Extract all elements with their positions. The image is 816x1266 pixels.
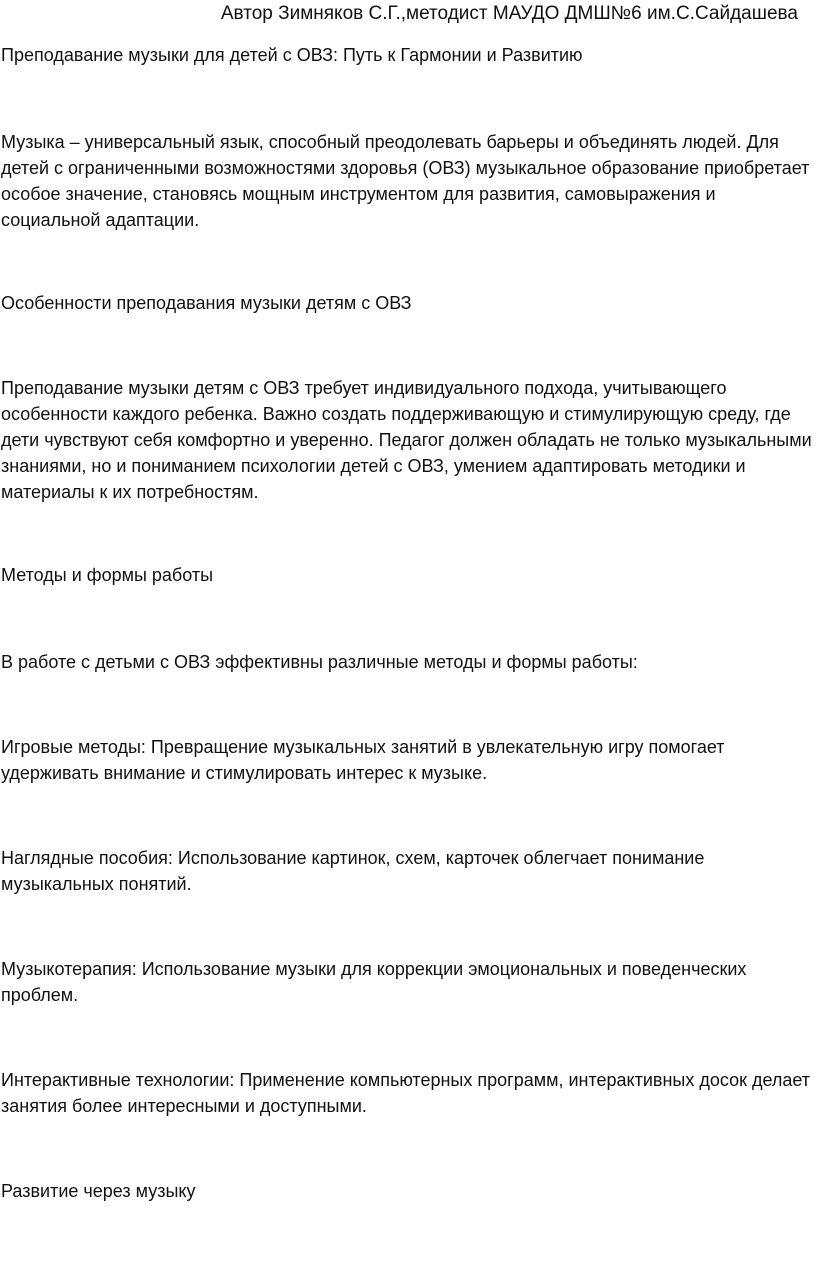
method-therapy-paragraph: Музыкотерапия: Использование музыки для коррекции эмоциональных и поведенческих проблем. (1, 959, 747, 1005)
section-heading-features: Особенности преподавания музыки детям с ОВЗ (1, 293, 412, 313)
method-games-paragraph: Игровые методы: Превращение музыкальных занятий в увлекательную игру помогает удерживать внимание и стимулировать интерес к музыке. (1, 737, 725, 783)
author-header: Автор Зимняков С.Г.,методист МАУДО ДМШ№6 им.С.Сайдашева (220, 3, 798, 24)
section-heading-development: Развитие через музыку (1, 1181, 196, 1201)
features-paragraph: Преподавание музыки детям с ОВЗ требует индивидуального подхода, учитывающего особенности каждого ребенка. Важно создать поддерживающую и стимулирующую среду, где дети чувствуют себя комфортно и уверенно. Педагог должен обладать не только музыкальными знаниями, но и пониманием психологии детей с ОВЗ, умением адаптировать методики и материалы к их потребностям. (1, 378, 812, 502)
methods-intro-paragraph: В работе с детьми с ОВЗ эффективны различные методы и формы работы: (1, 652, 638, 672)
document-title: Преподавание музыки для детей с ОВЗ: Путь к Гармонии и Развитию (1, 45, 583, 65)
method-interactive-paragraph: Интерактивные технологии: Применение компьютерных программ, интерактивных досок делает занятия более интересными и доступными. (1, 1070, 811, 1116)
section-heading-methods: Методы и формы работы (1, 565, 214, 585)
intro-paragraph: Музыка – универсальный язык, способный преодолевать барьеры и объединять людей. Для детей с ограниченными возможностями здоровья (ОВЗ) музыкальное образование приобретает особое значение, становясь мощным инструментом для развития, самовыражения и социальной адаптации. (1, 132, 810, 230)
method-visual-paragraph: Наглядные пособия: Использование картинок, схем, карточек облегчает понимание музыкальных понятий. (1, 848, 705, 894)
